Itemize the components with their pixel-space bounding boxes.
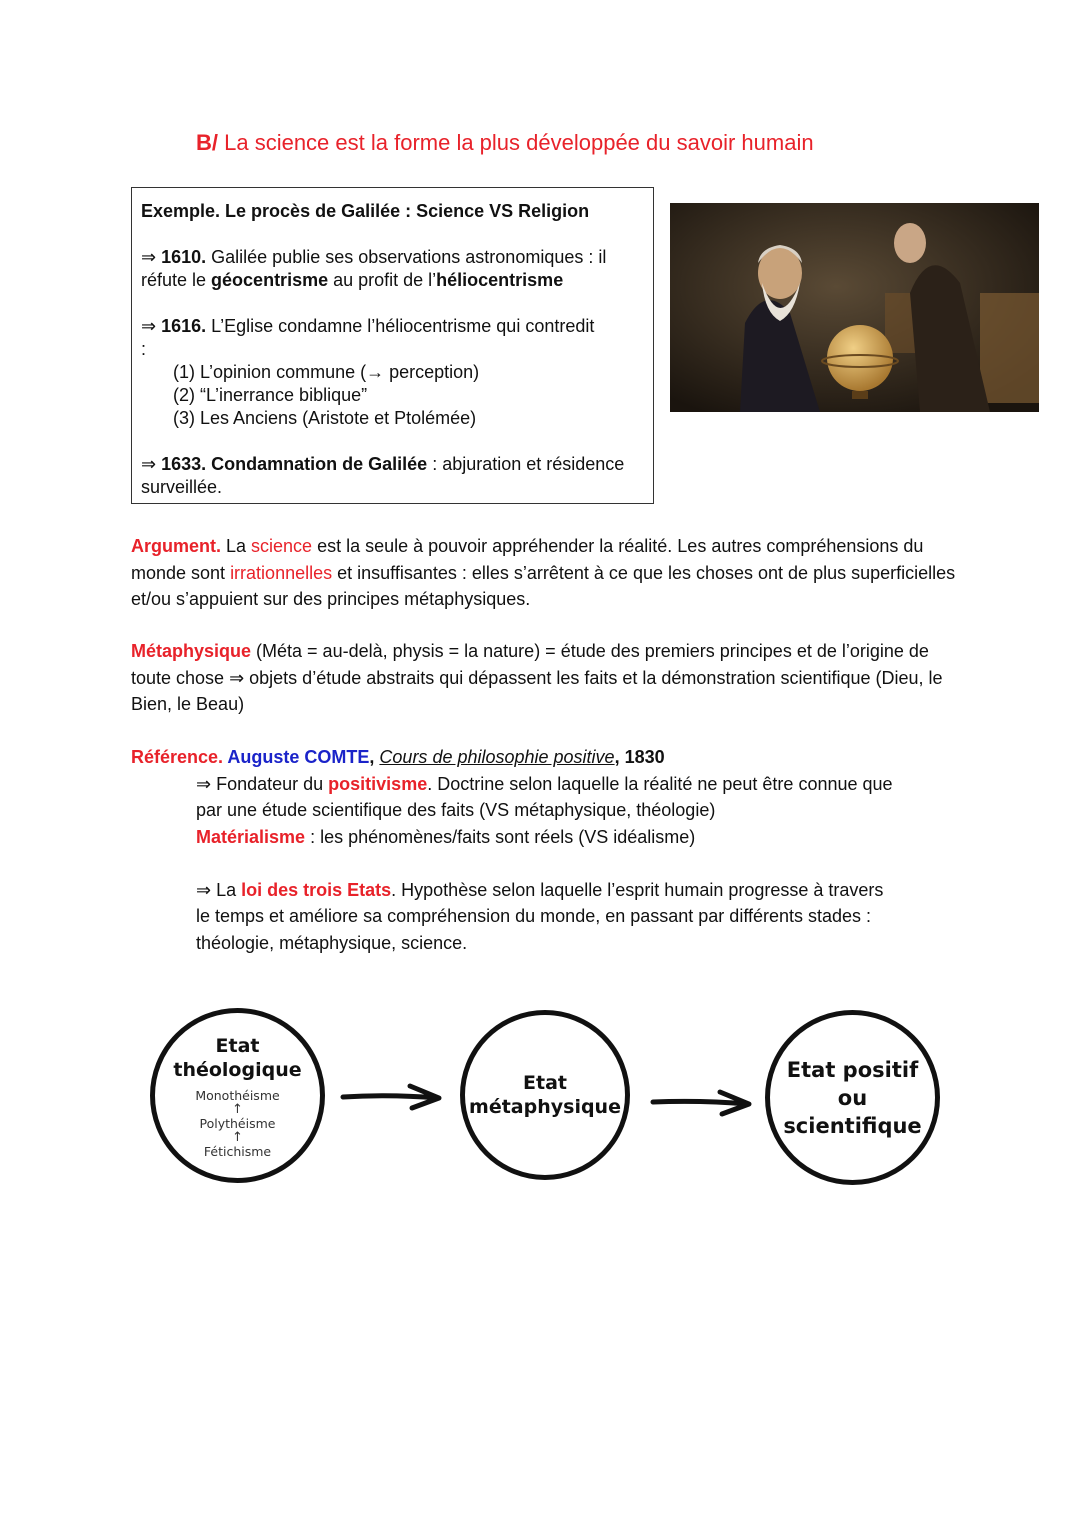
reference-paragraph: Référence. Auguste COMTE, Cours de philosophie positive, 1830 ⇒ Fondateur du positivisme. Doctrine selon laquelle la réalité ne peut être connue que par une étude scientifique des faits (VS métaphysique, théologie) Matérialisme : les phénomènes/faits sont réels (VS idéalisme) ⇒ La loi des trois Etats. Hypothèse selon laquelle l’esprit humain progresse à travers le temps et améliore sa compréhension du monde, en passant par différents stades : théologie, métaphysique, science.	[131, 744, 961, 956]
list-item: (1) L’opinion commune (→ perception)	[173, 362, 480, 382]
metaphysique-paragraph: Métaphysique (Méta = au-delà, physis = la nature) = étude des premiers principes et de l’origine de toute chose ⇒ objets d’étude abstraits qui dépassent les faits et la démonstration scientifique (Dieu, le Bien, le Beau)	[131, 641, 943, 714]
state-positive-scientific: Etat positif ou scientifique	[765, 1010, 940, 1185]
contradictions-list	[141, 361, 644, 430]
list-item: (2) “L’inerrance biblique”	[173, 385, 368, 405]
materialisme-note: Matérialisme : les phénomènes/faits sont réels (VS idéalisme)	[196, 826, 696, 847]
reference-label: Référence.	[131, 747, 224, 767]
heading-prefix: B/	[196, 130, 218, 155]
argument-label: Argument.	[131, 536, 221, 556]
author-name: Auguste COMTE	[223, 747, 370, 767]
example-box: Exemple. Le procès de Galilée : Science VS Religion ⇒ 1610. Galilée publie ses observations astronomiques : il réfute le géocentrisme au profit de l’héliocentrisme ⇒ 1616. L’Eglise condamne l’héliocentrisme qui contredit : (1) L’opinion commune (→ perception) (2) “L’inerrance biblique” (3) Les Anciens (Aristote et Ptolémée) ⇒ 1633. Condamnation de Galilée : abjuration et résidence surveillée.	[131, 187, 654, 504]
heading-text: La science est la forme la plus développée du savoir humain	[218, 130, 814, 155]
list-item: (3) Les Anciens (Aristote et Ptolémée)	[173, 408, 477, 428]
implies-icon: ⇒	[141, 247, 162, 267]
event-1633: ⇒ 1633. Condamnation de Galilée : abjuration et résidence surveillée.	[141, 454, 625, 497]
galileo-painting	[670, 203, 1039, 412]
right-arrow-icon	[650, 1088, 755, 1118]
metaphysique-label: Métaphysique	[131, 641, 252, 661]
up-arrow-icon: ↑	[232, 1130, 243, 1145]
three-states-diagram	[140, 1000, 960, 1200]
example-title: Exemple. Le procès de Galilée : Science VS Religion	[141, 201, 590, 221]
state-theological: Etat théologique Monothéisme ↑ Polythéisme ↑ Fétichisme	[150, 1008, 325, 1183]
positivisme-note: ⇒ Fondateur du positivisme. Doctrine selon laquelle la réalité ne peut être connue que par une étude scientifique des faits (VS métaphysique, théologie)	[196, 773, 893, 820]
work-title: Cours de philosophie positive	[379, 747, 615, 767]
state-metaphysical: Etat métaphysique	[460, 1010, 630, 1180]
implies-icon: ⇒	[141, 316, 162, 336]
event-1610: ⇒ 1610. Galilée publie ses observations astronomiques : il réfute le géocentrisme au profit de l’héliocentrisme	[141, 247, 607, 290]
right-arrow-icon	[340, 1082, 445, 1112]
up-arrow-icon: ↑	[232, 1102, 243, 1117]
loi-trois-etats-note: ⇒ La loi des trois Etats. Hypothèse selon laquelle l’esprit humain progresse à travers le temps et améliore sa compréhension du monde, en passant par différents stades : théologie, métaphysique, science.	[196, 879, 884, 953]
event-1616: ⇒ 1616. L’Eglise condamne l’héliocentrisme qui contredit	[141, 316, 595, 336]
implies-icon: ⇒	[141, 454, 162, 474]
section-heading	[196, 130, 814, 156]
argument-paragraph: Argument. La science est la seule à pouvoir appréhender la réalité. Les autres compréhensions du monde sont irrationnelles et insuffisantes : elles s’arrêtent à ce que les choses ont de plus superficielles et/ou s’appuient sur des principes métaphysiques.	[131, 536, 956, 609]
